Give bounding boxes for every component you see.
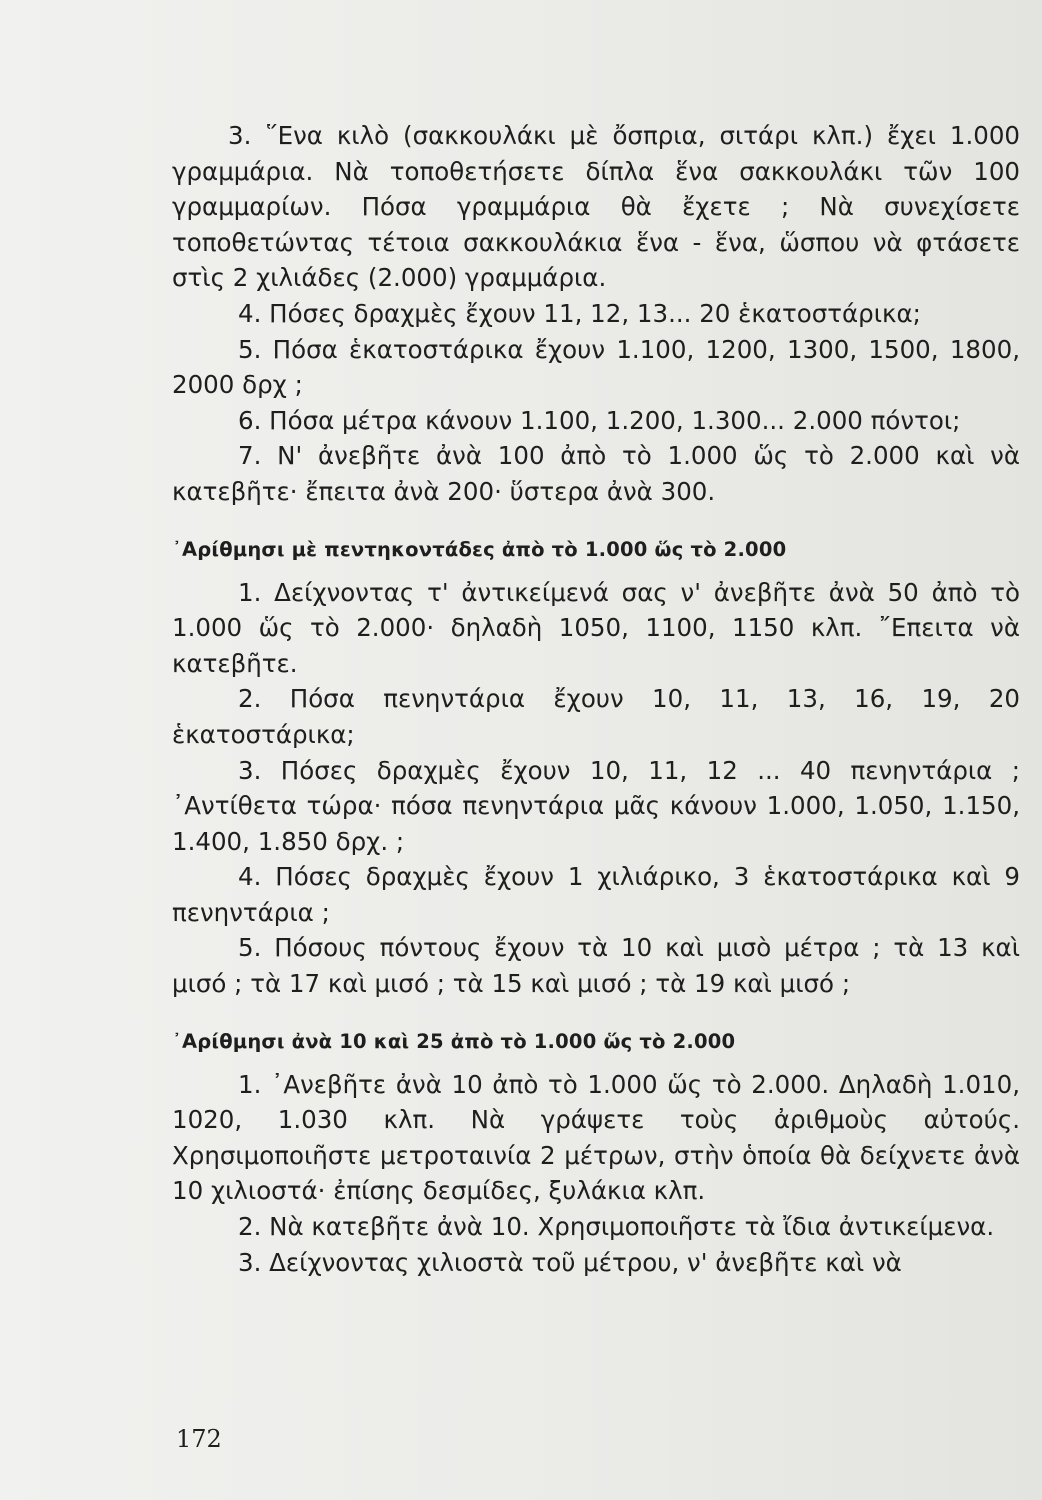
exercise-6: 6. Πόσα μέτρα κάνουν 1.100, 1.200, 1.300... 2.000 πόντοι;	[238, 405, 961, 435]
exercise-5: 5. Πόσα ἑκατοστάρικα ἔχουν 1.100, 1200, 1300, 1500, 1800, 2000 δρχ ;	[172, 334, 1020, 400]
exercise-7: 7. Ν' ἀνεβῆτε ἀνὰ 100 ἀπὸ τὸ 1.000 ὥς τὸ 2.000 καὶ νὰ κατεβῆτε· ἔπειτα ἀνὰ 200· ὕστερα ἀνὰ 300.	[172, 441, 1020, 506]
page-number: 172	[176, 1425, 222, 1453]
exercise-4: 4. Πόσες δραχμὲς ἔχουν 11, 12, 13... 20 ἑκατοστάρικα;	[238, 298, 921, 328]
fifties-exercise-1: 1. Δείχνοντας τ' ἀντικείμενά σας ν' ἀνεβῆτε ἀνὰ 50 ἀπὸ τὸ 1.000 ὥς τὸ 2.000· δηλαδὴ 1050, 1100, 1150 κλπ. ῎Επειτα νὰ κατεβῆτε.	[172, 577, 1020, 678]
text-page	[172, 118, 1020, 1280]
fifties-exercise-5: 5. Πόσους πόντους ἔχουν τὰ 10 καὶ μισὸ μέτρα ; τὰ 13 καὶ μισό ; τὰ 17 καὶ μισό ; τὰ 15 καὶ μισό ; τὰ 19 καὶ μισό ;	[172, 933, 1020, 999]
section-heading-tens: ᾿Αρίθμησι ἀνὰ 10 καὶ 25 ἀπὸ τὸ 1.000 ὥς τὸ 2.000	[172, 1029, 736, 1053]
fifties-exercise-3: 3. Πόσες δραχμὲς ἔχουν 10, 11, 12 ... 40 πενηντάρια ; ᾿Αντίθετα τώρα· πόσα πενηντάρια μᾶς κάνουν 1.000, 1.050, 1.150, 1.400, 1.850 δρχ. ;	[172, 755, 1020, 856]
fifties-exercise-2: 2. Πόσα πενηντάρια ἔχουν 10, 11, 13, 16, 19, 20 ἑκατοστάρικα;	[172, 684, 1020, 749]
fifties-exercise-4: 4. Πόσες δραχμὲς ἔχουν 1 χιλιάρικο, 3 ἑκατοστάρικα καὶ 9 πενηντάρια ;	[172, 862, 1020, 927]
exercise-3: 3. ῞Ενα κιλὸ (σακκουλάκι μὲ ὄσπρια, σιτάρι κλπ.) ἔχει 1.000 γραμμάρια. Νὰ τοποθετήσετε δίπλα ἕνα σακκουλάκι τῶν 100 γραμμαρίων. Πόσα γραμμάρια θὰ ἔχετε ; Νὰ συνεχίσετε τοποθετώντας τέτοια σακκουλάκια ἕνα - ἕνα, ὥσπου νὰ φτάσετε στὶς 2 χιλιάδες (2.000) γραμμάρια.	[172, 121, 1020, 293]
tens-exercise-1: 1. ᾿Ανεβῆτε ἀνὰ 10 ἀπὸ τὸ 1.000 ὥς τὸ 2.000. Δηλαδὴ 1.010, 1020, 1.030 κλπ. Νὰ γράψετε τοὺς ἀριθμοὺς αὐτούς. Χρησιμοποιῆστε μετροταινία 2 μέτρων, στὴν ὁποία θὰ δείχνετε ἀνὰ 10 χιλιοστά· ἐπίσης δεσμίδες, ξυλάκια κλπ.	[172, 1069, 1020, 1206]
section-heading-fifties: ᾿Αρίθμησι μὲ πεντηκοντάδες ἀπὸ τὸ 1.000 ὥς τὸ 2.000	[172, 537, 787, 561]
tens-exercise-2: 2. Νὰ κατεβῆτε ἀνὰ 10. Χρησιμοποιῆστε τὰ ἴδια ἀντικείμενα.	[238, 1212, 995, 1242]
tens-exercise-3: 3. Δείχνοντας χιλιοστὰ τοῦ μέτρου, ν' ἀνεβῆτε καὶ νὰ	[238, 1247, 902, 1277]
